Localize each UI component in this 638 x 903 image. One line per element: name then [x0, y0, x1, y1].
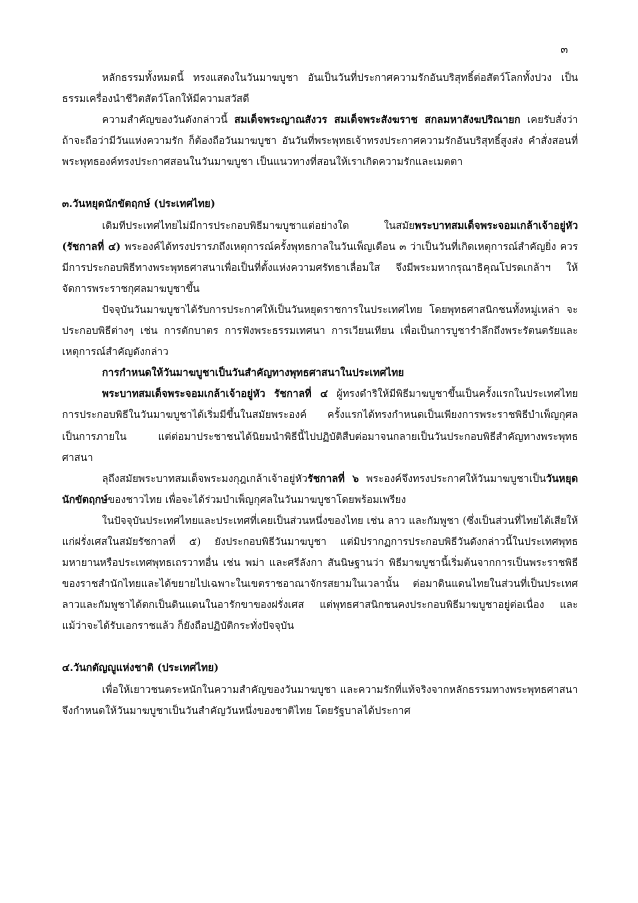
text-run: ผู้ทรงดำริให้มีพิธีมาฆบูชาขึ้นเป็นครั้งแรกในประเทศไทย การประกอบพิธีในวันมาฆบูชาได้เริ่มมีขึ้นในสมัยพระองค์ ครั้งแรกได้ทรงกำหนดเป็นเพียงการพระราชพิธีบำเพ็ญกุศลเป็นการภายใน แต่ต่อมาประชาชนได้นิยมนำพิธีนี้ไปปฏิบัติสืบต่อมาจนกลายเป็นวันประกอบพิธีสำคัญทางพระพุทธศาสนา: [62, 389, 579, 464]
bold-text-rama6: รัชกาลที่ ๖: [307, 472, 359, 485]
page-body: [62, 68, 578, 722]
bold-text-rama4: พระบาทสมเด็จพระจอมเกล้าเจ้าอยู่หัว (รัชกาลที่ ๔): [62, 219, 578, 253]
bold-text-rama4-title: พระบาทสมเด็จพระจอมเกล้าเจ้าอยู่หัว รัชกาลที่ ๔: [102, 388, 328, 401]
bold-text-public-holiday: วันหยุดนักขัตฤกษ์: [62, 472, 578, 506]
text-run: ลุถึงสมัยพระบาทสมเด็จพระมงกุฎเกล้าเจ้าอยู่หัว: [102, 473, 308, 485]
text-run: พระองค์จึงทรงประกาศให้วันมาฆบูชาเป็น: [358, 473, 546, 485]
section-heading-gratitude-day: ๔.วันกตัญญูแห่งชาติ (ประเทศไทย): [62, 662, 219, 675]
text-run: ของชาวไทย เพื่อจะได้ร่วมบำเพ็ญกุศลในวันมาฆบูชาโดยพร้อมเพรียง: [107, 494, 406, 506]
paragraph-present-day: ปัจจุบันวันมาฆบูชาได้รับการประกาศให้เป็นวันหยุดราชการในประเทศไทย โดยพุทธศาสนิกชนทั้งหมู่เหล่า จะประกอบพิธีต่างๆ เช่น การตักบาตร การฟังพระธรรมเทศนา การเวียนเทียน เพื่อเป็นการบูชารำลึกถึงพระรัตนตรัยและเหตุการณ์สำคัญดังกล่าว: [62, 304, 578, 359]
paragraph-rama4-initiative: [62, 384, 578, 468]
spacer: [62, 637, 578, 658]
paragraph-dharma-principles: หลักธรรมทั้งหมดนี้ ทรงแสดงในวันมาฆบูชา อันเป็นวันที่ประกาศความรักอันบริสุทธิ์ต่อสัตว์โลกทั้งปวง เป็นธรรมเครื่องนำชีวิตสัตว์โลกให้มีความสวัสดี: [62, 73, 578, 106]
subheading-designation: การกำหนดให้วันมาฆบูชาเป็นวันสำคัญทางพุทธศาสนาในประเทศไทย: [102, 367, 405, 380]
text-run: เคยรับสั่งว่า ถ้าจะถือว่ามีวันแห่งความรัก ก็ต้องถือวันมาฆบูชา อันวันที่พระพุทธเจ้าทรงประกาศความรักอันบริสุทธิ์สูงส่ง คำสั่งสอนที่พระพุทธองค์ทรงประกาศสอนในวันมาฆบูชา เป็นแนวทางที่สอนให้เราเกิดความรักและเมตตา: [62, 115, 579, 169]
page-number: ๓: [560, 43, 568, 56]
paragraph-rama6-holiday: [62, 469, 578, 511]
paragraph-gratitude-day: เพื่อให้เยาวชนตระหนักในความสำคัญของวันมาฆบูชา และความรักที่แท้จริงจากหลักธรรมทางพระพุทธศาสนา จึงกำหนดให้วันมาฆบูชาเป็นวันสำคัญวันหนึ่งของชาติไทย โดยรัฐบาลได้ประกาศ: [62, 684, 578, 717]
paragraph-neighbor-countries: ในปัจจุบันประเทศไทยและประเทศที่เคยเป็นส่วนหนึ่งของไทย เช่น ลาว และกัมพูชา (ซึ่งเป็นส่วนที่ไทยได้เสียให้แก่ฝรั่งเศสในสมัยรัชกาลที่ ๕) ยังประกอบพิธีวันมาฆบูชา แต่มิปรากฏการประกอบพิธีวันดังกล่าวนี้ในประเทศพุทธมหายานหรือประเทศพุทธเถรวาทอื่น เช่น พม่า และศรีลังกา สันนิษฐานว่า พิธีมาฆบูชานี้เริ่มต้นจากการเป็นพระราชพิธีของราชสำนักไทยและได้ขยายไปเฉพาะในเขตราชอาณาจักรสยามในเวลานั้น ต่อมาดินแดนไทยในส่วนที่เป็นประเทศลาวและกัมพูชาได้ตกเป็นดินแดนในอารักขาของฝรั่งเศส แต่พุทธศาสนิกชนคงประกอบพิธีมาฆบูชาอยู่ต่อเนื่อง และแม้ว่าจะได้รับเอกราชแล้ว ก็ยังถือปฏิบัติกระทั่งปัจจุบัน: [62, 515, 578, 633]
section-heading-national-holiday: ๓.วันหยุดนักขัตฤกษ์ (ประเทศไทย): [62, 198, 216, 211]
spacer: [62, 173, 578, 194]
text-run: ความสำคัญของวันดังกล่าวนี้: [102, 115, 228, 127]
bold-text-supreme-patriarch: สมเด็จพระญาณสังวร สมเด็จพระสังฆราช สกลมหาสังฆปริณายก: [234, 114, 521, 127]
text-run: เดิมทีประเทศไทยไม่มีการประกอบพิธีมาฆบูชาแต่อย่างใด ในสมัย: [102, 220, 415, 232]
paragraph-importance: [62, 110, 578, 173]
text-run: พระองค์ได้ทรงปรารภถึงเหตุการณ์ครั้งพุทธกาลในวันเพ็ญเดือน ๓ ว่าเป็นวันที่เกิดเหตุการณ์สำคัญยิ่ง ควรมีการประกอบพิธีทางพระพุทธศาสนาเพื่อเป็นที่ตั้งแห่งความศรัทธาเลื่อมใส จึงมีพระมหากรุณาธิคุณโปรดเกล้าฯ ให้จัดการพระราชกุศลมาฆบูชาขึ้น: [62, 241, 578, 295]
paragraph-history: [62, 216, 578, 300]
